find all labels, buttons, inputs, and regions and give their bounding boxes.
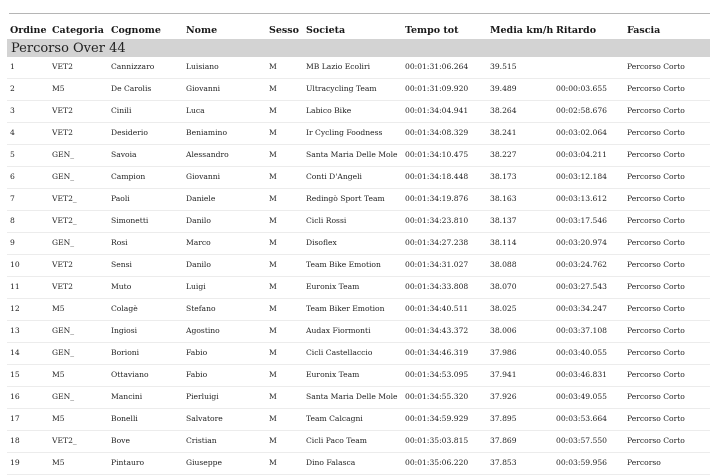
cell-categoria: M5 <box>49 365 108 387</box>
cell-nome: Giovanni <box>183 167 266 189</box>
cell-ordine: 13 <box>7 321 49 343</box>
cell-ordine: 19 <box>7 453 49 475</box>
cell-ritardo: 00:03:24.762 <box>553 255 624 277</box>
cell-ritardo: 00:03:02.064 <box>553 123 624 145</box>
cell-nome: Cristian <box>183 431 266 453</box>
cell-ritardo: 00:03:12.184 <box>553 167 624 189</box>
cell-categoria: GEN_ <box>49 167 108 189</box>
cell-cognome: Desiderio <box>108 123 183 145</box>
cell-categoria: GEN_ <box>49 387 108 409</box>
cell-tempo-tot: 00:01:34:53.095 <box>402 365 487 387</box>
cell-media-kmh: 37.853 <box>487 453 553 475</box>
header-row <box>7 22 710 39</box>
cell-societa: Santa Maria Delle Mole <box>303 387 402 409</box>
cell-media-kmh: 38.006 <box>487 321 553 343</box>
cell-sesso: M <box>266 145 303 167</box>
cell-fascia: Percorso Corto <box>624 387 710 409</box>
cell-cognome: Bove <box>108 431 183 453</box>
cell-societa: Santa Maria Delle Mole <box>303 145 402 167</box>
cell-cognome: Muto <box>108 277 183 299</box>
table-row <box>7 255 710 277</box>
cell-media-kmh: 38.163 <box>487 189 553 211</box>
cell-fascia: Percorso Corto <box>624 167 710 189</box>
table-row <box>7 167 710 189</box>
cell-sesso: M <box>266 101 303 123</box>
cell-ordine: 3 <box>7 101 49 123</box>
col-sesso: Sesso <box>269 25 299 36</box>
cell-ordine: 18 <box>7 431 49 453</box>
cell-societa: MB Lazio Ecoliri <box>303 57 402 79</box>
cell-ritardo: 00:03:34.247 <box>553 299 624 321</box>
table-row <box>7 387 710 409</box>
cell-media-kmh: 38.173 <box>487 167 553 189</box>
cell-tempo-tot: 00:01:34:40.511 <box>402 299 487 321</box>
results-table <box>7 22 710 475</box>
table-row <box>7 189 710 211</box>
cell-media-kmh: 39.515 <box>487 57 553 79</box>
table-row <box>7 145 710 167</box>
cell-societa: Cicli Rossi <box>303 211 402 233</box>
cell-categoria: GEN_ <box>49 233 108 255</box>
cell-ordine: 17 <box>7 409 49 431</box>
cell-societa: Labico Bike <box>303 101 402 123</box>
cell-categoria: GEN_ <box>49 321 108 343</box>
cell-categoria: VET2 <box>49 57 108 79</box>
cell-ritardo: 00:03:49.055 <box>553 387 624 409</box>
cell-sesso: M <box>266 277 303 299</box>
cell-ritardo: 00:03:53.664 <box>553 409 624 431</box>
cell-ritardo: 00:03:37.108 <box>553 321 624 343</box>
cell-ordine: 14 <box>7 343 49 365</box>
cell-societa: Audax Fiormonti <box>303 321 402 343</box>
cell-ordine: 9 <box>7 233 49 255</box>
cell-ordine: 15 <box>7 365 49 387</box>
cell-media-kmh: 37.986 <box>487 343 553 365</box>
cell-societa: Ir Cycling Foodness <box>303 123 402 145</box>
cell-sesso: M <box>266 387 303 409</box>
cell-tempo-tot: 00:01:34:23.810 <box>402 211 487 233</box>
cell-cognome: Borioni <box>108 343 183 365</box>
cell-sesso: M <box>266 233 303 255</box>
cell-categoria: VET2 <box>49 255 108 277</box>
cell-ordine: 4 <box>7 123 49 145</box>
cell-societa: Cicli Paco Team <box>303 431 402 453</box>
cell-nome: Giovanni <box>183 79 266 101</box>
cell-ordine: 12 <box>7 299 49 321</box>
cell-media-kmh: 39.489 <box>487 79 553 101</box>
cell-categoria: GEN_ <box>49 343 108 365</box>
cell-sesso: M <box>266 343 303 365</box>
cell-media-kmh: 38.114 <box>487 233 553 255</box>
cell-cognome: Ottaviano <box>108 365 183 387</box>
cell-fascia: Percorso Corto <box>624 101 710 123</box>
cell-media-kmh: 38.088 <box>487 255 553 277</box>
cell-nome: Pierluigi <box>183 387 266 409</box>
cell-categoria: VET2_ <box>49 211 108 233</box>
cell-sesso: M <box>266 255 303 277</box>
cell-sesso: M <box>266 57 303 79</box>
cell-cognome: Paoli <box>108 189 183 211</box>
cell-nome: Alessandro <box>183 145 266 167</box>
cell-categoria: VET2 <box>49 123 108 145</box>
col-tempo-tot: Tempo tot <box>405 25 459 36</box>
table-row <box>7 299 710 321</box>
cell-fascia: Percorso Corto <box>624 255 710 277</box>
cell-ordine: 6 <box>7 167 49 189</box>
cell-ritardo: 00:03:27.543 <box>553 277 624 299</box>
cell-tempo-tot: 00:01:34:33.808 <box>402 277 487 299</box>
cell-media-kmh: 38.227 <box>487 145 553 167</box>
cell-fascia: Percorso Corto <box>624 123 710 145</box>
cell-fascia: Percorso Corto <box>624 409 710 431</box>
cell-societa: Euronix Team <box>303 277 402 299</box>
cell-tempo-tot: 00:01:34:59.929 <box>402 409 487 431</box>
cell-sesso: M <box>266 321 303 343</box>
top-divider <box>9 13 710 14</box>
cell-cognome: Campion <box>108 167 183 189</box>
cell-media-kmh: 38.070 <box>487 277 553 299</box>
table-row <box>7 123 710 145</box>
group-header-row <box>7 39 710 57</box>
col-ritardo: Ritardo <box>556 25 597 36</box>
cell-cognome: Simonetti <box>108 211 183 233</box>
cell-nome: Beniamino <box>183 123 266 145</box>
cell-ritardo: 00:03:40.055 <box>553 343 624 365</box>
cell-ritardo: 00:03:46.831 <box>553 365 624 387</box>
col-cognome: Cognome <box>111 25 161 36</box>
cell-categoria: GEN_ <box>49 145 108 167</box>
cell-nome: Marco <box>183 233 266 255</box>
cell-ritardo: 00:03:17.546 <box>553 211 624 233</box>
cell-media-kmh: 37.941 <box>487 365 553 387</box>
cell-ritardo: 00:02:58.676 <box>553 101 624 123</box>
cell-fascia: Percorso Corto <box>624 211 710 233</box>
table-row <box>7 453 710 475</box>
cell-ordine: 1 <box>7 57 49 79</box>
cell-sesso: M <box>266 123 303 145</box>
cell-sesso: M <box>266 299 303 321</box>
cell-ordine: 16 <box>7 387 49 409</box>
cell-ordine: 7 <box>7 189 49 211</box>
cell-nome: Agostino <box>183 321 266 343</box>
cell-nome: Fabio <box>183 343 266 365</box>
cell-tempo-tot: 00:01:35:06.220 <box>402 453 487 475</box>
cell-categoria: VET2 <box>49 101 108 123</box>
cell-fascia: Percorso Corto <box>624 233 710 255</box>
cell-cognome: Colagè <box>108 299 183 321</box>
cell-ritardo: 00:03:20.974 <box>553 233 624 255</box>
cell-societa: Ultracycling Team <box>303 79 402 101</box>
cell-categoria: M5 <box>49 409 108 431</box>
cell-ritardo: 00:03:57.550 <box>553 431 624 453</box>
cell-societa: Team Bike Emotion <box>303 255 402 277</box>
cell-fascia: Percorso Corto <box>624 299 710 321</box>
col-societa: Societa <box>306 25 346 36</box>
cell-nome: Daniele <box>183 189 266 211</box>
cell-societa: Disoflex <box>303 233 402 255</box>
cell-tempo-tot: 00:01:35:03.815 <box>402 431 487 453</box>
cell-cognome: Pintauro <box>108 453 183 475</box>
cell-media-kmh: 38.025 <box>487 299 553 321</box>
cell-nome: Fabio <box>183 365 266 387</box>
col-ordine: Ordine <box>10 25 47 36</box>
table-row <box>7 365 710 387</box>
cell-fascia: Percorso Corto <box>624 277 710 299</box>
cell-sesso: M <box>266 167 303 189</box>
cell-ritardo <box>553 57 624 79</box>
cell-sesso: M <box>266 453 303 475</box>
cell-nome: Luca <box>183 101 266 123</box>
cell-societa: Redingò Sport Team <box>303 189 402 211</box>
cell-cognome: Ingiosi <box>108 321 183 343</box>
cell-fascia: Percorso Corto <box>624 431 710 453</box>
cell-tempo-tot: 00:01:34:18.448 <box>402 167 487 189</box>
cell-fascia: Percorso Corto <box>624 321 710 343</box>
group-title: Percorso Over 44 <box>7 39 710 57</box>
col-nome: Nome <box>186 25 218 36</box>
cell-sesso: M <box>266 79 303 101</box>
table-row <box>7 233 710 255</box>
cell-fascia: Percorso Corto <box>624 57 710 79</box>
cell-media-kmh: 37.895 <box>487 409 553 431</box>
cell-categoria: M5 <box>49 453 108 475</box>
cell-cognome: Savoia <box>108 145 183 167</box>
cell-fascia: Percorso Corto <box>624 79 710 101</box>
cell-sesso: M <box>266 365 303 387</box>
cell-sesso: M <box>266 189 303 211</box>
cell-nome: Salvatore <box>183 409 266 431</box>
cell-tempo-tot: 00:01:34:27.238 <box>402 233 487 255</box>
cell-societa: Dino Falasca <box>303 453 402 475</box>
cell-tempo-tot: 00:01:31:06.264 <box>402 57 487 79</box>
cell-media-kmh: 38.241 <box>487 123 553 145</box>
cell-societa: Team Biker Emotion <box>303 299 402 321</box>
cell-tempo-tot: 00:01:34:10.475 <box>402 145 487 167</box>
cell-sesso: M <box>266 431 303 453</box>
table-row <box>7 211 710 233</box>
cell-nome: Luisiano <box>183 57 266 79</box>
cell-sesso: M <box>266 409 303 431</box>
cell-sesso: M <box>266 211 303 233</box>
table-row <box>7 79 710 101</box>
cell-media-kmh: 37.926 <box>487 387 553 409</box>
cell-cognome: Cannizzaro <box>108 57 183 79</box>
cell-nome: Luigi <box>183 277 266 299</box>
cell-tempo-tot: 00:01:34:43.372 <box>402 321 487 343</box>
table-row <box>7 431 710 453</box>
cell-tempo-tot: 00:01:34:31.027 <box>402 255 487 277</box>
cell-fascia: Percorso <box>624 453 710 475</box>
cell-tempo-tot: 00:01:34:04.941 <box>402 101 487 123</box>
cell-societa: Cicli Castellaccio <box>303 343 402 365</box>
cell-cognome: Bonelli <box>108 409 183 431</box>
table-row <box>7 277 710 299</box>
cell-cognome: Sensi <box>108 255 183 277</box>
cell-media-kmh: 38.264 <box>487 101 553 123</box>
cell-ritardo: 00:03:59.956 <box>553 453 624 475</box>
cell-ordine: 10 <box>7 255 49 277</box>
cell-ordine: 8 <box>7 211 49 233</box>
cell-categoria: M5 <box>49 79 108 101</box>
cell-tempo-tot: 00:01:34:55.320 <box>402 387 487 409</box>
cell-media-kmh: 38.137 <box>487 211 553 233</box>
cell-categoria: VET2_ <box>49 189 108 211</box>
cell-ritardo: 00:03:13.612 <box>553 189 624 211</box>
cell-cognome: Cinili <box>108 101 183 123</box>
cell-tempo-tot: 00:01:31:09.920 <box>402 79 487 101</box>
cell-categoria: M5 <box>49 299 108 321</box>
table-row <box>7 321 710 343</box>
cell-societa: Conti D'Angeli <box>303 167 402 189</box>
cell-fascia: Percorso Corto <box>624 343 710 365</box>
col-categoria: Categoria <box>52 25 104 36</box>
cell-societa: Team Calcagni <box>303 409 402 431</box>
cell-ordine: 11 <box>7 277 49 299</box>
cell-ritardo: 00:00:03.655 <box>553 79 624 101</box>
table-row <box>7 101 710 123</box>
cell-ordine: 2 <box>7 79 49 101</box>
cell-ordine: 5 <box>7 145 49 167</box>
cell-cognome: Rosi <box>108 233 183 255</box>
cell-categoria: VET2 <box>49 277 108 299</box>
cell-tempo-tot: 00:01:34:08.329 <box>402 123 487 145</box>
cell-fascia: Percorso Corto <box>624 145 710 167</box>
table-row <box>7 409 710 431</box>
cell-ritardo: 00:03:04.211 <box>553 145 624 167</box>
cell-cognome: Mancini <box>108 387 183 409</box>
cell-cognome: De Carolis <box>108 79 183 101</box>
cell-societa: Euronix Team <box>303 365 402 387</box>
col-fascia: Fascia <box>627 25 661 36</box>
cell-categoria: VET2_ <box>49 431 108 453</box>
cell-fascia: Percorso Corto <box>624 189 710 211</box>
table-row <box>7 57 710 79</box>
cell-tempo-tot: 00:01:34:46.319 <box>402 343 487 365</box>
cell-media-kmh: 37.869 <box>487 431 553 453</box>
table-row <box>7 343 710 365</box>
cell-nome: Danilo <box>183 211 266 233</box>
cell-fascia: Percorso Corto <box>624 365 710 387</box>
cell-nome: Giuseppe <box>183 453 266 475</box>
cell-tempo-tot: 00:01:34:19.876 <box>402 189 487 211</box>
cell-nome: Danilo <box>183 255 266 277</box>
cell-nome: Stefano <box>183 299 266 321</box>
col-media-kmh: Media km/h <box>490 25 554 36</box>
